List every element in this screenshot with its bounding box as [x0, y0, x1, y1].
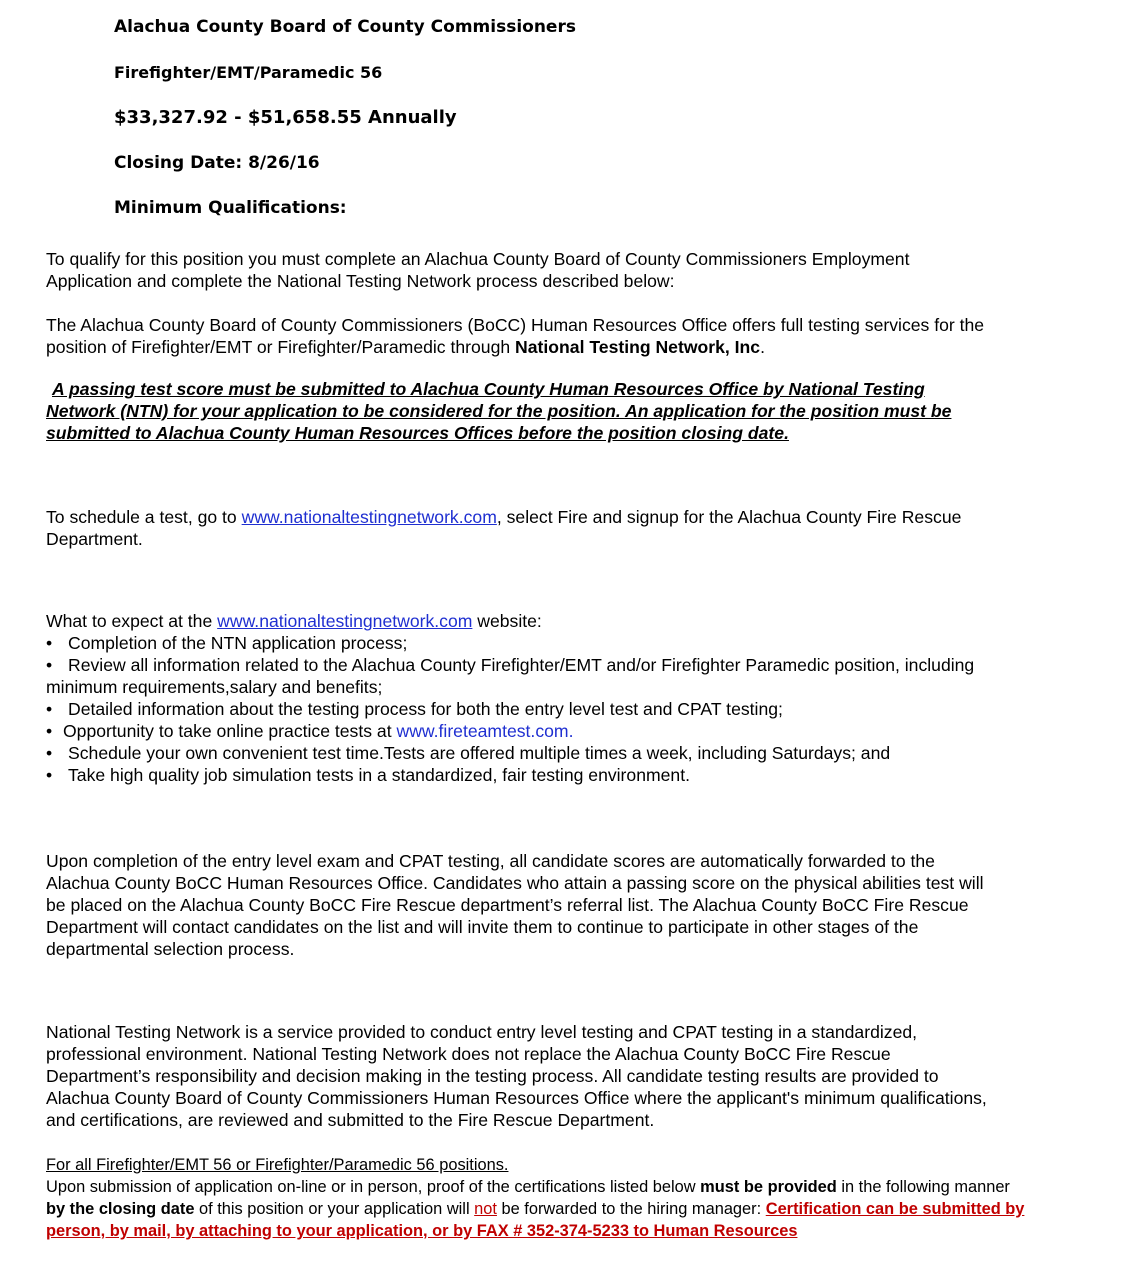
submission-methods-red-line-2: person, by mail, by attaching to your application, or by FAX # 352-374-5233 to Human Resources [46, 1222, 798, 1240]
bullet-icon: • [46, 721, 53, 741]
cert-text-mid: of this position or your application will [194, 1200, 475, 1218]
list-item [46, 654, 1096, 676]
list-item [46, 632, 1096, 654]
list-item [46, 720, 1096, 742]
schedule-text: To schedule a test, go to [46, 507, 242, 527]
bullet-icon: • [46, 699, 53, 719]
testing-services-line-2 [46, 336, 1096, 358]
testing-services-paragraph [46, 314, 1096, 358]
fireteamtest-link[interactable]: www.fireteamtest.com [396, 721, 569, 741]
cert-text-mid2: be forwarded to the hiring manager: [496, 1200, 766, 1218]
testing-services-line-1: The Alachua County Board of County Commissioners (BoCC) Human Resources Office offers full testing services for the [46, 315, 985, 335]
passing-score-notice [46, 378, 1096, 444]
ntn-line-4: Alachua County Board of County Commissioners Human Resources Office where the applicant's minimum qualifications, [46, 1088, 987, 1108]
list-item [46, 764, 1096, 786]
qualify-line-1: To qualify for this position you must complete an Alachua County Board of County Commissioners Employment [46, 249, 910, 269]
cert-text: Upon submission of application on-line or in person, proof of the certifications listed below [46, 1178, 701, 1196]
schedule-line-2: Department. [46, 529, 143, 549]
schedule-paragraph [46, 506, 1096, 550]
ntn-line-2: professional environment. National Testing Network does not replace the Alachua County BoCC Fire Rescue [46, 1044, 891, 1064]
testing-services-text: position of Firefighter/EMT or Firefighter/Paramedic through [46, 337, 516, 357]
completion-line-1: Upon completion of the entry level exam and CPAT testing, all candidate scores are automatically forwarded to the [46, 851, 935, 871]
list-item [46, 698, 1096, 720]
completion-line-3: be placed on the Alachua County BoCC Fire Rescue department’s referral list. The Alachua County BoCC Fire Rescue [46, 895, 969, 915]
organization-heading: Alachua County Board of County Commissioners [114, 17, 576, 37]
expect-intro [46, 610, 1096, 632]
must-be-provided: must be provided [700, 1178, 837, 1196]
position-title: Firefighter/EMT/Paramedic 56 [114, 63, 383, 82]
ntn-line-5: and certifications, are reviewed and submitted to the Fire Rescue Department. [46, 1110, 655, 1130]
notice-line-2: Network (NTN) for your application to be considered for the position. An application for the position must be [46, 401, 952, 421]
expect-text: What to expect at the [46, 611, 218, 631]
qualify-paragraph [46, 248, 1096, 292]
submission-methods-red: Certification can be submitted by [765, 1200, 1025, 1218]
bullet-text: Opportunity to take online practice tests at [63, 721, 397, 741]
closing-date: Closing Date: 8/26/16 [114, 153, 320, 173]
bullet-text: Completion of the NTN application process; [68, 633, 408, 653]
certification-line-1 [46, 1176, 1096, 1198]
certification-line-2 [46, 1198, 1096, 1220]
notice-line-1: A passing test score must be submitted to Alachua County Human Resources Office by National Testing [52, 379, 925, 399]
bullet-icon: • [46, 743, 53, 763]
ntn-line-3: Department’s responsibility and decision making in the testing process. All candidate testing results are provided to [46, 1066, 939, 1086]
ntn-service-paragraph [46, 1021, 1096, 1131]
period: . [568, 721, 574, 741]
by-closing-date: by the closing date [46, 1200, 195, 1218]
completion-line-5: departmental selection process. [46, 939, 295, 959]
expect-section [46, 610, 1096, 786]
ntn-website-link[interactable]: www.nationaltestingnetwork.com [241, 507, 497, 527]
certification-section [46, 1154, 1096, 1242]
schedule-line-1 [46, 506, 1096, 528]
list-item [46, 742, 1096, 764]
completion-line-2: Alachua County BoCC Human Resources Office. Candidates who attain a passing score on the physical abilities test will [46, 873, 984, 893]
period: . [760, 337, 765, 357]
bullet-text: Review all information related to the Alachua County Firefighter/EMT and/or Firefighter Paramedic position, including [68, 655, 975, 675]
bullet-text: Schedule your own convenient test time.Tests are offered multiple times a week, including Saturdays; and [68, 743, 891, 763]
bullet-text: Take high quality job simulation tests in a standardized, fair testing environment. [68, 765, 690, 785]
ntn-company-name: National Testing Network, Inc [515, 337, 761, 357]
ntn-website-link-2[interactable]: www.nationaltestingnetwork.com [217, 611, 473, 631]
minimum-qualifications-heading: Minimum Qualifications: [114, 198, 347, 218]
not-emphasis: not [474, 1200, 497, 1218]
notice-line-3: submitted to Alachua County Human Resources Offices before the position closing date. [46, 423, 789, 443]
bullet-icon: • [46, 765, 53, 785]
salary-range: $33,327.92 - $51,658.55 Annually [114, 107, 457, 128]
cert-text-post: in the following manner [836, 1178, 1010, 1196]
bullet-continuation: minimum requirements,salary and benefits; [46, 677, 383, 697]
qualify-line-2: Application and complete the National Testing Network process described below: [46, 271, 675, 291]
schedule-text-post: , select Fire and signup for the Alachua County Fire Rescue [496, 507, 962, 527]
completion-paragraph [46, 850, 1096, 960]
certification-heading: For all Firefighter/EMT 56 or Firefighter/Paramedic 56 positions. [46, 1156, 509, 1174]
completion-line-4: Department will contact candidates on the list and will invite them to continue to participate in other stages of the [46, 917, 919, 937]
expect-text-post: website: [472, 611, 542, 631]
bullet-text: Detailed information about the testing process for both the entry level test and CPAT testing; [68, 699, 783, 719]
bullet-icon: • [46, 655, 53, 675]
ntn-line-1: National Testing Network is a service provided to conduct entry level testing and CPAT testing in a standardized, [46, 1022, 918, 1042]
bullet-icon: • [46, 633, 53, 653]
